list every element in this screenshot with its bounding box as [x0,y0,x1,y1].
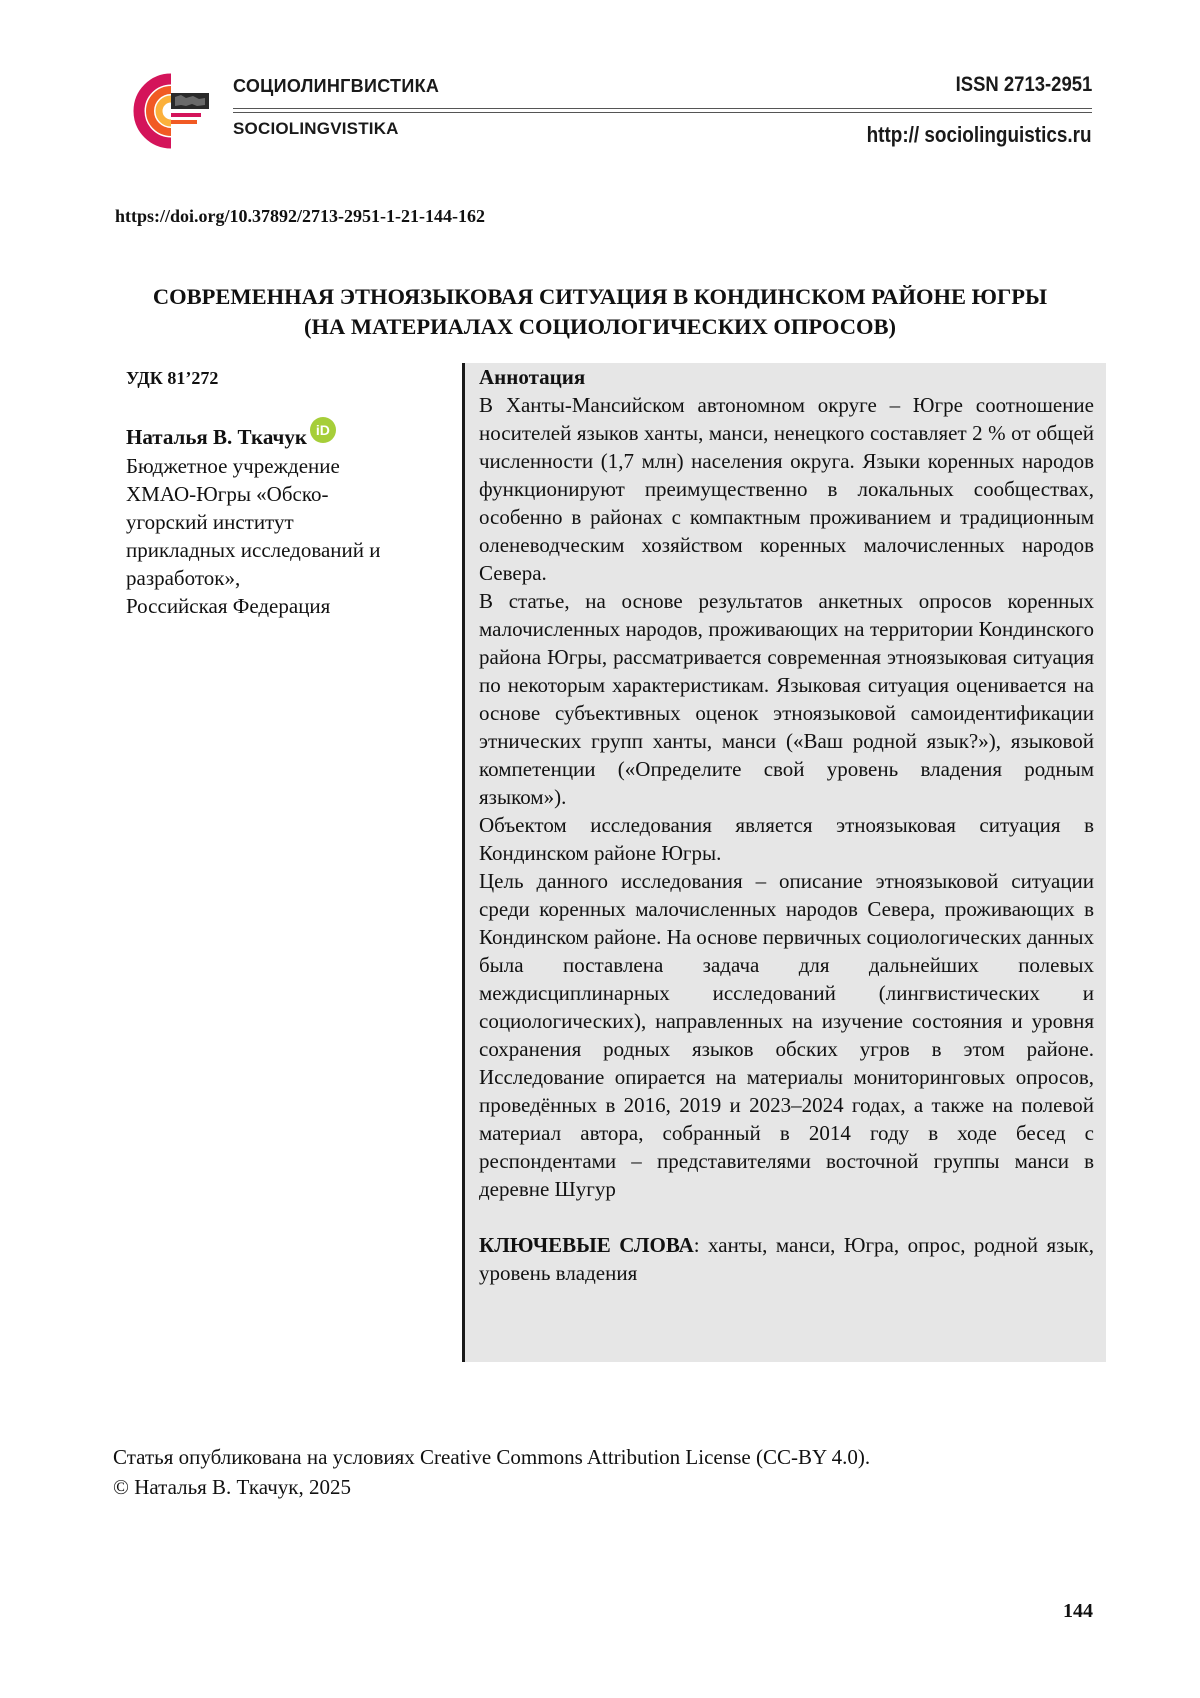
annotation-paragraph: Объектом исследования является этноязыковая ситуация в Кондинском районе Югры. [479,813,1094,865]
affiliation-line: ХМАО-Югры «Обско- [126,482,329,506]
orcid-icon[interactable]: iD [310,417,336,443]
affiliation-line: разработок», [126,566,241,590]
journal-website-link[interactable]: http:// sociolinguistics.ru [867,122,1092,147]
license-line: Статья опубликована на условиях Creative Commons Attribution License (CC-BY 4.0). [113,1445,871,1469]
author-name: Наталья В. Ткачук [126,425,307,449]
license-notice [113,1442,870,1502]
annotation-heading: Аннотация [479,365,586,389]
annotation-paragraph: Цель данного исследования – описание этноязыковой ситуации среди коренных малочисленных народов Севера, проживающих в Кондинском районе. На основе первичных социологических данных была поставлена задача для дальнейших полевых междисциплинарных исследований (лингвистических и социологических), направленных на изучение состояния и уровня сохранения родных языков обских угров в этом районе. Исследование опирается на материалы мониторинговых опросов, проведённых в 2016, 2019 и 2023–2024 годах, а также на полевой материал автора, собранный в 2014 году в ходе бесед с респондентами – представителями восточной группы манси в деревне Шугур [479,869,1094,1201]
keywords-label: КЛЮЧЕВЫЕ СЛОВА [479,1233,694,1257]
issn: ISSN 2713-2951 [955,73,1092,96]
page-number: 144 [1063,1600,1093,1622]
journal-name-ru: СОЦИОЛИНГВИСТИКА [233,76,440,96]
affiliation-line: угорский институт [126,510,294,534]
affiliation-line: Бюджетное учреждение [126,454,340,478]
annotation-paragraph: В Ханты-Мансийском автономном округе – Югре соотношение носителей языков ханты, манси, ненецкого составляет 2 % от общей численности (1,7 млн) населения округа. Языки коренных народов функционируют преимущественно в локальных сообществах, особенно в районах с компактным проживанием и традиционным оленеводческим хозяйством коренных малочисленных народов Севера. [479,393,1094,585]
affiliation-line: Российская Федерация [126,594,331,618]
article-title-line-1: СОВРЕМЕННАЯ ЭТНОЯЗЫКОВАЯ СИТУАЦИЯ В КОНДИНСКОМ РАЙОНЕ ЮГРЫ [152,284,1048,309]
affiliation-line: прикладных исследований и [126,538,381,562]
author-affiliation [126,452,426,620]
annotation-paragraph: В статье, на основе результатов анкетных опросов коренных малочисленных народов, проживающих на территории Кондинского района Югры, рассматривается современная этноязыковая ситуация по некоторым характеристикам. Языковая ситуация оценивается на основе субъективных оценок этноязыковой самоидентификации этнических групп ханты, манси («Ваш родной язык?»), языковой компетенции («Определите свой уровень владения родным языком»). [479,589,1094,809]
copyright-line: © Наталья В. Ткачук, 2025 [113,1475,351,1499]
article-title [110,282,1090,342]
sociolinguistics-logo-icon [113,73,213,149]
annotation-box [462,363,1106,1362]
article-title-line-2: (НА МАТЕРИАЛАХ СОЦИОЛОГИЧЕСКИХ ОПРОСОВ) [303,314,897,339]
keywords [479,1231,1094,1287]
keywords-text: : ханты, манси, Югра, опрос, родной язык, уровень владения [479,1233,1094,1285]
doi-link[interactable]: https://doi.org/10.37892/2713-2951-1-21-144-162 [115,206,485,226]
udk-code: УДК 81’272 [126,368,219,388]
header-rule-top [233,108,1092,109]
header-rule-bottom [233,112,1092,113]
journal-name-en: SOCIOLINGVISTIKA [233,119,399,138]
author-line [126,421,336,450]
